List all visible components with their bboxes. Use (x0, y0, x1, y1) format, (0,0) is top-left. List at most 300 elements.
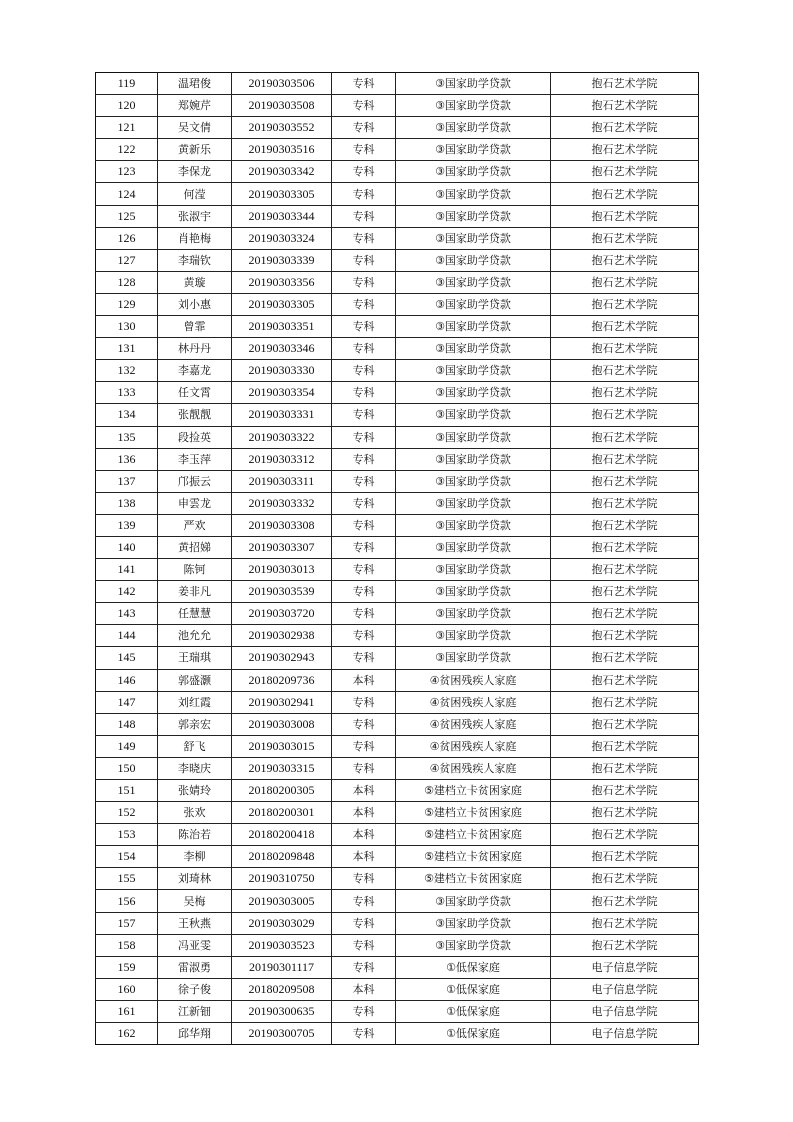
row-number: 139 (96, 514, 158, 536)
student-id: 20190303552 (232, 117, 332, 139)
table-row (96, 183, 699, 205)
table-row (96, 492, 699, 514)
student-id: 20190303305 (232, 293, 332, 315)
table-row (96, 669, 699, 691)
row-number: 148 (96, 713, 158, 735)
college-name: 抱石艺术学院 (551, 249, 699, 271)
student-id: 20190303330 (232, 360, 332, 382)
student-name: 张欢 (158, 802, 232, 824)
student-name: 刘红霞 (158, 691, 232, 713)
student-name: 刘琦林 (158, 868, 232, 890)
student-id: 20190300705 (232, 1023, 332, 1045)
row-number: 130 (96, 316, 158, 338)
row-number: 126 (96, 227, 158, 249)
education-level: 专科 (332, 492, 396, 514)
student-name: 陈治若 (158, 824, 232, 846)
table-row (96, 271, 699, 293)
education-level: 专科 (332, 1023, 396, 1045)
student-name: 严欢 (158, 514, 232, 536)
student-name: 黄新乐 (158, 139, 232, 161)
education-level: 专科 (332, 868, 396, 890)
table-row (96, 404, 699, 426)
education-level: 专科 (332, 404, 396, 426)
student-id: 20190303506 (232, 73, 332, 95)
student-id: 20190303523 (232, 934, 332, 956)
row-number: 155 (96, 868, 158, 890)
student-name: 曾霏 (158, 316, 232, 338)
aid-category: ③国家助学贷款 (396, 271, 551, 293)
row-number: 137 (96, 470, 158, 492)
table-row (96, 117, 699, 139)
table-row (96, 757, 699, 779)
education-level: 专科 (332, 227, 396, 249)
college-name: 抱石艺术学院 (551, 691, 699, 713)
student-id: 20190303539 (232, 581, 332, 603)
education-level: 本科 (332, 669, 396, 691)
student-id: 20190300635 (232, 1000, 332, 1022)
aid-category: ③国家助学贷款 (396, 603, 551, 625)
college-name: 抱石艺术学院 (551, 757, 699, 779)
aid-category: ③国家助学贷款 (396, 183, 551, 205)
college-name: 抱石艺术学院 (551, 293, 699, 315)
row-number: 123 (96, 161, 158, 183)
education-level: 专科 (332, 271, 396, 293)
education-level: 专科 (332, 382, 396, 404)
row-number: 154 (96, 846, 158, 868)
row-number: 152 (96, 802, 158, 824)
student-name: 任慧慧 (158, 603, 232, 625)
row-number: 153 (96, 824, 158, 846)
row-number: 158 (96, 934, 158, 956)
student-id: 20190302941 (232, 691, 332, 713)
college-name: 抱石艺术学院 (551, 934, 699, 956)
student-id: 20190303315 (232, 757, 332, 779)
table-row (96, 559, 699, 581)
table-row (96, 846, 699, 868)
aid-category: ③国家助学贷款 (396, 470, 551, 492)
table-row (96, 95, 699, 117)
education-level: 专科 (332, 161, 396, 183)
education-level: 专科 (332, 559, 396, 581)
aid-category: ③国家助学贷款 (396, 382, 551, 404)
row-number: 119 (96, 73, 158, 95)
student-id: 20190303029 (232, 912, 332, 934)
row-number: 149 (96, 735, 158, 757)
row-number: 131 (96, 338, 158, 360)
table-row (96, 824, 699, 846)
student-aid-table (95, 72, 699, 1045)
student-id: 20180200418 (232, 824, 332, 846)
education-level: 专科 (332, 293, 396, 315)
row-number: 136 (96, 448, 158, 470)
student-name: 申雲龙 (158, 492, 232, 514)
aid-category: ③国家助学贷款 (396, 536, 551, 558)
student-name: 吴文倩 (158, 117, 232, 139)
table-row (96, 625, 699, 647)
college-name: 抱石艺术学院 (551, 316, 699, 338)
student-name: 李晓庆 (158, 757, 232, 779)
college-name: 抱石艺术学院 (551, 581, 699, 603)
aid-category: ⑤建档立卡贫困家庭 (396, 846, 551, 868)
student-id: 20190303516 (232, 139, 332, 161)
college-name: 电子信息学院 (551, 1023, 699, 1045)
aid-category: ③国家助学贷款 (396, 338, 551, 360)
table-row (96, 802, 699, 824)
table-row (96, 912, 699, 934)
education-level: 本科 (332, 802, 396, 824)
student-id: 20190303344 (232, 205, 332, 227)
table-row (96, 249, 699, 271)
student-id: 20190302938 (232, 625, 332, 647)
student-name: 李保龙 (158, 161, 232, 183)
education-level: 专科 (332, 514, 396, 536)
student-name: 江新钿 (158, 1000, 232, 1022)
student-id: 20180209848 (232, 846, 332, 868)
table-row (96, 161, 699, 183)
aid-category: ④贫困残疾人家庭 (396, 735, 551, 757)
college-name: 电子信息学院 (551, 978, 699, 1000)
student-id: 20190303351 (232, 316, 332, 338)
aid-category: ⑤建档立卡贫困家庭 (396, 780, 551, 802)
student-id: 20190303013 (232, 559, 332, 581)
table-row (96, 227, 699, 249)
student-id: 20190303015 (232, 735, 332, 757)
table-row (96, 139, 699, 161)
table-row (96, 868, 699, 890)
student-name: 段捡英 (158, 426, 232, 448)
student-id: 20190303508 (232, 95, 332, 117)
student-id: 20190303005 (232, 890, 332, 912)
college-name: 电子信息学院 (551, 1000, 699, 1022)
row-number: 144 (96, 625, 158, 647)
row-number: 151 (96, 780, 158, 802)
table-row (96, 647, 699, 669)
education-level: 专科 (332, 360, 396, 382)
education-level: 专科 (332, 1000, 396, 1022)
college-name: 抱石艺术学院 (551, 139, 699, 161)
college-name: 抱石艺术学院 (551, 824, 699, 846)
aid-category: ③国家助学贷款 (396, 426, 551, 448)
table-row (96, 470, 699, 492)
aid-category: ①低保家庭 (396, 1023, 551, 1045)
row-number: 161 (96, 1000, 158, 1022)
row-number: 147 (96, 691, 158, 713)
table-row (96, 360, 699, 382)
college-name: 抱石艺术学院 (551, 205, 699, 227)
student-id: 20190303346 (232, 338, 332, 360)
aid-category: ③国家助学贷款 (396, 404, 551, 426)
college-name: 抱石艺术学院 (551, 448, 699, 470)
student-id: 20190303331 (232, 404, 332, 426)
college-name: 抱石艺术学院 (551, 802, 699, 824)
row-number: 157 (96, 912, 158, 934)
aid-category: ③国家助学贷款 (396, 514, 551, 536)
student-name: 张淑宇 (158, 205, 232, 227)
aid-category: ③国家助学贷款 (396, 249, 551, 271)
student-name: 李嘉龙 (158, 360, 232, 382)
student-id: 20180209508 (232, 978, 332, 1000)
row-number: 159 (96, 956, 158, 978)
student-id: 20190303720 (232, 603, 332, 625)
aid-category: ③国家助学贷款 (396, 227, 551, 249)
college-name: 抱石艺术学院 (551, 492, 699, 514)
college-name: 抱石艺术学院 (551, 868, 699, 890)
education-level: 专科 (332, 625, 396, 647)
college-name: 抱石艺术学院 (551, 514, 699, 536)
table-row (96, 73, 699, 95)
student-name: 郭亲宏 (158, 713, 232, 735)
college-name: 抱石艺术学院 (551, 404, 699, 426)
row-number: 162 (96, 1023, 158, 1045)
row-number: 125 (96, 205, 158, 227)
table-row (96, 426, 699, 448)
college-name: 抱石艺术学院 (551, 73, 699, 95)
education-level: 专科 (332, 183, 396, 205)
college-name: 抱石艺术学院 (551, 360, 699, 382)
student-name: 任文霄 (158, 382, 232, 404)
student-name: 李柳 (158, 846, 232, 868)
table-row (96, 581, 699, 603)
student-id: 20190303312 (232, 448, 332, 470)
table-row (96, 691, 699, 713)
table-row (96, 1000, 699, 1022)
student-id: 20190303308 (232, 514, 332, 536)
row-number: 160 (96, 978, 158, 1000)
row-number: 132 (96, 360, 158, 382)
education-level: 专科 (332, 139, 396, 161)
aid-category: ③国家助学贷款 (396, 559, 551, 581)
aid-category: ③国家助学贷款 (396, 360, 551, 382)
student-name: 刘小惠 (158, 293, 232, 315)
student-name: 吴梅 (158, 890, 232, 912)
row-number: 128 (96, 271, 158, 293)
student-id: 20190303332 (232, 492, 332, 514)
row-number: 120 (96, 95, 158, 117)
student-name: 张靓靓 (158, 404, 232, 426)
table-body (96, 73, 699, 1045)
row-number: 129 (96, 293, 158, 315)
aid-category: ④贫困残疾人家庭 (396, 691, 551, 713)
student-id: 20180200305 (232, 780, 332, 802)
student-name: 李玉萍 (158, 448, 232, 470)
student-id: 20180200301 (232, 802, 332, 824)
student-id: 20190303322 (232, 426, 332, 448)
education-level: 专科 (332, 581, 396, 603)
table-row (96, 338, 699, 360)
aid-category: ③国家助学贷款 (396, 934, 551, 956)
college-name: 抱石艺术学院 (551, 912, 699, 934)
aid-category: ④贫困残疾人家庭 (396, 669, 551, 691)
student-name: 王秋燕 (158, 912, 232, 934)
education-level: 专科 (332, 956, 396, 978)
education-level: 专科 (332, 95, 396, 117)
student-name: 王瑞琪 (158, 647, 232, 669)
student-name: 郑婉芹 (158, 95, 232, 117)
aid-category: ①低保家庭 (396, 956, 551, 978)
college-name: 抱石艺术学院 (551, 890, 699, 912)
education-level: 专科 (332, 448, 396, 470)
table-row (96, 603, 699, 625)
education-level: 专科 (332, 757, 396, 779)
education-level: 专科 (332, 890, 396, 912)
aid-category: ⑤建档立卡贫困家庭 (396, 802, 551, 824)
student-name: 陈钶 (158, 559, 232, 581)
college-name: 电子信息学院 (551, 956, 699, 978)
education-level: 专科 (332, 603, 396, 625)
table-row (96, 934, 699, 956)
education-level: 专科 (332, 934, 396, 956)
student-id: 20190303324 (232, 227, 332, 249)
college-name: 抱石艺术学院 (551, 117, 699, 139)
aid-category: ③国家助学贷款 (396, 117, 551, 139)
student-id: 20190301117 (232, 956, 332, 978)
table-row (96, 205, 699, 227)
education-level: 专科 (332, 338, 396, 360)
student-name: 冯亚雯 (158, 934, 232, 956)
aid-category: ⑤建档立卡贫困家庭 (396, 824, 551, 846)
table-row (96, 735, 699, 757)
table-row (96, 448, 699, 470)
education-level: 专科 (332, 647, 396, 669)
row-number: 127 (96, 249, 158, 271)
table-row (96, 956, 699, 978)
college-name: 抱石艺术学院 (551, 161, 699, 183)
education-level: 专科 (332, 735, 396, 757)
aid-category: ③国家助学贷款 (396, 625, 551, 647)
college-name: 抱石艺术学院 (551, 669, 699, 691)
college-name: 抱石艺术学院 (551, 426, 699, 448)
row-number: 140 (96, 536, 158, 558)
college-name: 抱石艺术学院 (551, 183, 699, 205)
table-row (96, 514, 699, 536)
table-row (96, 293, 699, 315)
education-level: 本科 (332, 824, 396, 846)
row-number: 135 (96, 426, 158, 448)
student-name: 温珺俊 (158, 73, 232, 95)
student-name: 黄璇 (158, 271, 232, 293)
college-name: 抱石艺术学院 (551, 625, 699, 647)
student-id: 20180209736 (232, 669, 332, 691)
college-name: 抱石艺术学院 (551, 603, 699, 625)
aid-category: ④贫困残疾人家庭 (396, 713, 551, 735)
student-name: 李瑞钦 (158, 249, 232, 271)
student-name: 姜非凡 (158, 581, 232, 603)
education-level: 专科 (332, 316, 396, 338)
college-name: 抱石艺术学院 (551, 271, 699, 293)
table-row (96, 1023, 699, 1045)
aid-category: ③国家助学贷款 (396, 492, 551, 514)
college-name: 抱石艺术学院 (551, 227, 699, 249)
education-level: 本科 (332, 978, 396, 1000)
education-level: 专科 (332, 426, 396, 448)
aid-category: ①低保家庭 (396, 978, 551, 1000)
aid-category: ③国家助学贷款 (396, 95, 551, 117)
aid-category: ④贫困残疾人家庭 (396, 757, 551, 779)
row-number: 142 (96, 581, 158, 603)
student-name: 邱华翔 (158, 1023, 232, 1045)
student-name: 何滢 (158, 183, 232, 205)
student-name: 林丹丹 (158, 338, 232, 360)
college-name: 抱石艺术学院 (551, 846, 699, 868)
table-row (96, 713, 699, 735)
student-name: 肖艳梅 (158, 227, 232, 249)
aid-category: ③国家助学贷款 (396, 73, 551, 95)
education-level: 专科 (332, 470, 396, 492)
education-level: 专科 (332, 117, 396, 139)
aid-category: ③国家助学贷款 (396, 316, 551, 338)
row-number: 146 (96, 669, 158, 691)
row-number: 133 (96, 382, 158, 404)
row-number: 145 (96, 647, 158, 669)
table-row (96, 890, 699, 912)
table-row (96, 536, 699, 558)
student-name: 郭盛灏 (158, 669, 232, 691)
aid-category: ③国家助学贷款 (396, 161, 551, 183)
aid-category: ③国家助学贷款 (396, 448, 551, 470)
college-name: 抱石艺术学院 (551, 382, 699, 404)
student-name: 徐子俊 (158, 978, 232, 1000)
student-name: 邝振云 (158, 470, 232, 492)
education-level: 专科 (332, 713, 396, 735)
aid-category: ③国家助学贷款 (396, 912, 551, 934)
aid-category: ③国家助学贷款 (396, 581, 551, 603)
college-name: 抱石艺术学院 (551, 713, 699, 735)
education-level: 专科 (332, 249, 396, 271)
aid-category: ③国家助学贷款 (396, 890, 551, 912)
education-level: 专科 (332, 536, 396, 558)
table-row (96, 382, 699, 404)
row-number: 134 (96, 404, 158, 426)
student-name: 舒飞 (158, 735, 232, 757)
aid-category: ③国家助学贷款 (396, 293, 551, 315)
row-number: 150 (96, 757, 158, 779)
row-number: 143 (96, 603, 158, 625)
student-name: 黄招娣 (158, 536, 232, 558)
education-level: 本科 (332, 780, 396, 802)
row-number: 156 (96, 890, 158, 912)
aid-category: ①低保家庭 (396, 1000, 551, 1022)
student-id: 20190303354 (232, 382, 332, 404)
row-number: 122 (96, 139, 158, 161)
student-id: 20190303339 (232, 249, 332, 271)
table-row (96, 780, 699, 802)
college-name: 抱石艺术学院 (551, 647, 699, 669)
student-name: 池允允 (158, 625, 232, 647)
college-name: 抱石艺术学院 (551, 735, 699, 757)
education-level: 本科 (332, 846, 396, 868)
student-id: 20190303305 (232, 183, 332, 205)
student-id: 20190303008 (232, 713, 332, 735)
student-id: 20190303342 (232, 161, 332, 183)
table-row (96, 316, 699, 338)
college-name: 抱石艺术学院 (551, 559, 699, 581)
row-number: 138 (96, 492, 158, 514)
student-id: 20190303356 (232, 271, 332, 293)
student-id: 20190310750 (232, 868, 332, 890)
college-name: 抱石艺术学院 (551, 470, 699, 492)
student-id: 20190302943 (232, 647, 332, 669)
student-name: 雷淑勇 (158, 956, 232, 978)
aid-category: ③国家助学贷款 (396, 139, 551, 161)
college-name: 抱石艺术学院 (551, 536, 699, 558)
table-row (96, 978, 699, 1000)
education-level: 专科 (332, 205, 396, 227)
education-level: 专科 (332, 73, 396, 95)
college-name: 抱石艺术学院 (551, 338, 699, 360)
education-level: 专科 (332, 691, 396, 713)
college-name: 抱石艺术学院 (551, 780, 699, 802)
student-id: 20190303311 (232, 470, 332, 492)
